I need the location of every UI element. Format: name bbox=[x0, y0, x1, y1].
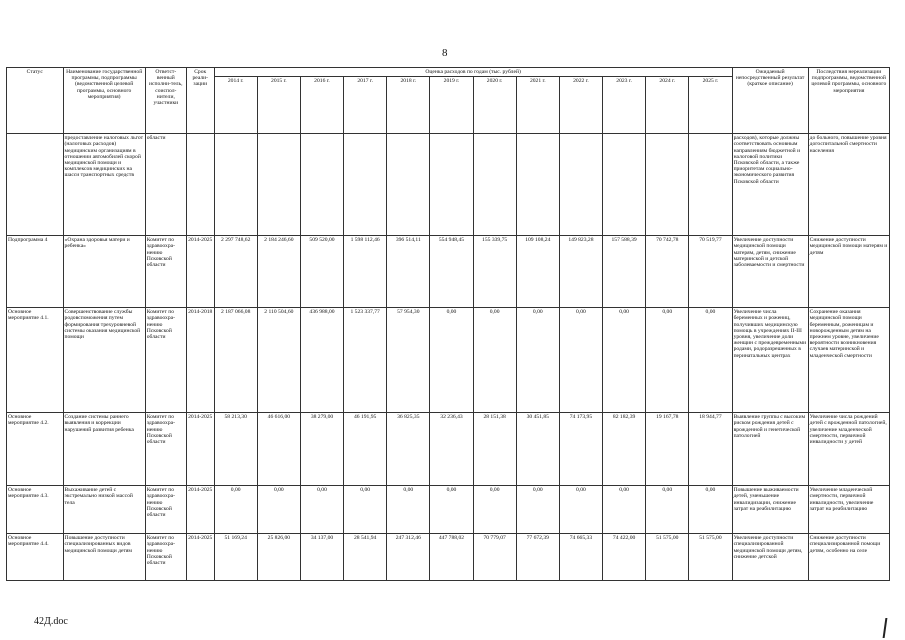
row-term: 2014-2025 bbox=[186, 534, 214, 581]
row-value: 447 788,02 bbox=[430, 534, 473, 581]
row-value: 0,00 bbox=[689, 486, 732, 534]
row-value: 38 279,00 bbox=[300, 413, 343, 486]
row-result: Повышение выживаемости детей, уменьшение инвалидизации, снижение затрат на реабилитацию bbox=[732, 486, 808, 534]
row-term: 2014-2025 bbox=[186, 486, 214, 534]
page-number: 8 bbox=[442, 47, 448, 59]
row-value: 0,00 bbox=[646, 486, 689, 534]
row-value bbox=[214, 134, 257, 236]
row-executor: области bbox=[145, 134, 186, 236]
row-term: 2014-2018 bbox=[186, 308, 214, 413]
row-value: 2 297 748,62 bbox=[214, 236, 257, 308]
footer-filename: 42Д.doc bbox=[34, 616, 68, 627]
row-value: 396 514,11 bbox=[387, 236, 430, 308]
row-value: 0,00 bbox=[559, 308, 602, 413]
row-value bbox=[689, 134, 732, 236]
row-value: 18 944,77 bbox=[689, 413, 732, 486]
row-value: 0,00 bbox=[473, 486, 516, 534]
row-result: Выявление группы с высоким риском рождения детей с врожденной и генетической патологией bbox=[732, 413, 808, 486]
row-value: 77 672,39 bbox=[516, 534, 559, 581]
row-value: 0,00 bbox=[430, 486, 473, 534]
row-value bbox=[387, 134, 430, 236]
row-value: 19 167,78 bbox=[646, 413, 689, 486]
row-status: Основное мероприятие 4.1. bbox=[7, 308, 64, 413]
header-term: Срок реали-зации bbox=[186, 68, 214, 134]
header-costs: Оценка расходов по годам (тыс. рублей) bbox=[214, 68, 732, 77]
row-value: 2 187 066,08 bbox=[214, 308, 257, 413]
row-name: Выхаживание детей с экстремально низкой массой тела bbox=[63, 486, 145, 534]
row-executor: Комитет по здравоохра-нению Псковской области bbox=[145, 236, 186, 308]
row-value: 0,00 bbox=[344, 486, 387, 534]
row-executor: Комитет по здравоохра-нению Псковской области bbox=[145, 308, 186, 413]
row-value: 74 422,00 bbox=[603, 534, 646, 581]
row-value bbox=[473, 134, 516, 236]
row-result: расходов), которые должны соответствовать основным направлениям бюджетной и налоговой политики Псковской области, а также приоритетам социально-экономического развития Псковской области bbox=[732, 134, 808, 236]
row-executor: Комитет по здравоохра-нению Псковской области bbox=[145, 413, 186, 486]
row-executor: Комитет по здравоохра-нению Псковской области bbox=[145, 486, 186, 534]
row-value: 28 541,94 bbox=[344, 534, 387, 581]
row-value: 1 523 337,77 bbox=[344, 308, 387, 413]
row-name: Создание системы раннего выявления и коррекции нарушений развития ребенка bbox=[63, 413, 145, 486]
row-value: 1 598 112,46 bbox=[344, 236, 387, 308]
table-row bbox=[7, 534, 890, 581]
row-value: 0,00 bbox=[430, 308, 473, 413]
row-value: 30 451,85 bbox=[516, 413, 559, 486]
row-value: 157 588,39 bbox=[603, 236, 646, 308]
row-value: 0,00 bbox=[516, 486, 559, 534]
row-value: 46 616,00 bbox=[257, 413, 300, 486]
row-consequences: Сохранение оказания медицинской помощи беременным, роженицам и новорожденным детям на прежнем уровне, увеличение вероятности возникновения случаев материнской и младенческой смертности bbox=[808, 308, 889, 413]
row-value: 2 184 246,60 bbox=[257, 236, 300, 308]
row-value: 0,00 bbox=[603, 486, 646, 534]
row-value: 0,00 bbox=[257, 486, 300, 534]
row-status: Подпрограмма 4 bbox=[7, 236, 64, 308]
row-value bbox=[646, 134, 689, 236]
header-name: Наименование государственной программы, подпрограммы (ведомственной целевой программы, основного мероприятия) bbox=[63, 68, 145, 134]
row-consequences: до больного, повышение уровня догоспитальной смертности населения bbox=[808, 134, 889, 236]
row-value: 0,00 bbox=[603, 308, 646, 413]
row-value: 0,00 bbox=[559, 486, 602, 534]
row-value: 74 173,95 bbox=[559, 413, 602, 486]
row-value: 57 954,30 bbox=[387, 308, 430, 413]
row-value bbox=[516, 134, 559, 236]
header-year: 2023 г. bbox=[603, 77, 646, 134]
row-value bbox=[603, 134, 646, 236]
row-result: Увеличение доступности медицинской помощи матерям, детям, снижение материнской и детской заболеваемости и смертности bbox=[732, 236, 808, 308]
row-status: Основное мероприятие 4.4. bbox=[7, 534, 64, 581]
header-consequences: Последствия нереализации подпрограммы, ведомственной целевой программы, основного мероприятия bbox=[808, 68, 889, 134]
scan-mark bbox=[883, 618, 888, 638]
header-year: 2018 г. bbox=[387, 77, 430, 134]
row-value: 51 169,24 bbox=[214, 534, 257, 581]
row-result: Увеличение числа беременных и рожениц, получивших медицинскую помощь в учреждениях II-III уровня, увеличение доли женщин с преждевременными родами, родоразрешенных в перинатальных центрах bbox=[732, 308, 808, 413]
row-term bbox=[186, 134, 214, 236]
row-value: 247 312,46 bbox=[387, 534, 430, 581]
row-name: «Охрана здоровья матери и ребенка» bbox=[63, 236, 145, 308]
row-value: 0,00 bbox=[214, 486, 257, 534]
row-result: Увеличение доступности специализированной медицинской помощи детям, снижение детской bbox=[732, 534, 808, 581]
header-year: 2016 г. bbox=[300, 77, 343, 134]
row-value: 0,00 bbox=[516, 308, 559, 413]
row-value: 155 339,75 bbox=[473, 236, 516, 308]
header-year: 2015 г. bbox=[257, 77, 300, 134]
row-value: 0,00 bbox=[473, 308, 516, 413]
row-value: 28 151,38 bbox=[473, 413, 516, 486]
header-year: 2019 г. bbox=[430, 77, 473, 134]
row-value: 509 520,00 bbox=[300, 236, 343, 308]
row-consequences: Снижение доступности медицинской помощи матерям и детям bbox=[808, 236, 889, 308]
row-value: 70 742,78 bbox=[646, 236, 689, 308]
header-executor: Ответст-венный исполни-тель, соиспол-нители, участники bbox=[145, 68, 186, 134]
table-row bbox=[7, 486, 890, 534]
row-value: 34 137,00 bbox=[300, 534, 343, 581]
table-row bbox=[7, 308, 890, 413]
header-year: 2021 г. bbox=[516, 77, 559, 134]
row-value bbox=[559, 134, 602, 236]
row-term: 2014-2025 bbox=[186, 413, 214, 486]
row-consequences: Увеличение числа рождений детей с врожденной патологией, увеличение младенческой смертности, первичной инвалидности у детей bbox=[808, 413, 889, 486]
program-table bbox=[6, 67, 890, 581]
row-value: 0,00 bbox=[300, 486, 343, 534]
row-value: 82 182,39 bbox=[603, 413, 646, 486]
row-consequences: Увеличение младенческой смертности, первичной инвалидности, увеличение затрат на реабилитацию bbox=[808, 486, 889, 534]
row-value bbox=[257, 134, 300, 236]
row-executor: Комитет по здравоохра-нению Псковской области bbox=[145, 534, 186, 581]
row-value: 554 948,45 bbox=[430, 236, 473, 308]
row-value: 0,00 bbox=[646, 308, 689, 413]
row-value: 32 236,43 bbox=[430, 413, 473, 486]
table-row bbox=[7, 413, 890, 486]
row-value bbox=[300, 134, 343, 236]
header-year: 2022 г. bbox=[559, 77, 602, 134]
row-name: предоставление налоговых льгот (налоговых расходов) медицинским организациям в отношении автомобилей скорой медицинской помощи и комплексов медицинских на шасси транспортных средств bbox=[63, 134, 145, 236]
row-value: 51 575,00 bbox=[689, 534, 732, 581]
row-value: 36 825,35 bbox=[387, 413, 430, 486]
row-value: 70 779,07 bbox=[473, 534, 516, 581]
header-year: 2020 г. bbox=[473, 77, 516, 134]
row-status: Основное мероприятие 4.2. bbox=[7, 413, 64, 486]
row-value: 46 191,95 bbox=[344, 413, 387, 486]
row-value bbox=[344, 134, 387, 236]
row-value: 0,00 bbox=[689, 308, 732, 413]
row-value: 25 826,00 bbox=[257, 534, 300, 581]
row-status bbox=[7, 134, 64, 236]
row-value: 109 108,24 bbox=[516, 236, 559, 308]
row-value: 0,00 bbox=[387, 486, 430, 534]
row-name: Повышение доступности специализированных видов медицинской помощи детям bbox=[63, 534, 145, 581]
row-value: 74 665,33 bbox=[559, 534, 602, 581]
row-value: 149 823,28 bbox=[559, 236, 602, 308]
row-value: 70 519,77 bbox=[689, 236, 732, 308]
header-status: Статус bbox=[7, 68, 64, 134]
row-status: Основное мероприятие 4.3. bbox=[7, 486, 64, 534]
row-consequences: Снижение доступности специализированной помощи детям, особенно на селе bbox=[808, 534, 889, 581]
row-value: 436 988,00 bbox=[300, 308, 343, 413]
table-row bbox=[7, 134, 890, 236]
header-year: 2024 г. bbox=[646, 77, 689, 134]
row-value: 58 213,30 bbox=[214, 413, 257, 486]
header-year: 2025 г. bbox=[689, 77, 732, 134]
header-result: Ожидаемый непосредственный результат (краткое описание) bbox=[732, 68, 808, 134]
table-row bbox=[7, 236, 890, 308]
row-value: 51 575,00 bbox=[646, 534, 689, 581]
row-term: 2014-2025 bbox=[186, 236, 214, 308]
row-value bbox=[430, 134, 473, 236]
row-name: Совершенствование службы родовспоможения путем формирования трехуровневой системы оказания медицинской помощи bbox=[63, 308, 145, 413]
header-year: 2014 г. bbox=[214, 77, 257, 134]
header-year: 2017 г. bbox=[344, 77, 387, 134]
row-value: 2 110 504,60 bbox=[257, 308, 300, 413]
